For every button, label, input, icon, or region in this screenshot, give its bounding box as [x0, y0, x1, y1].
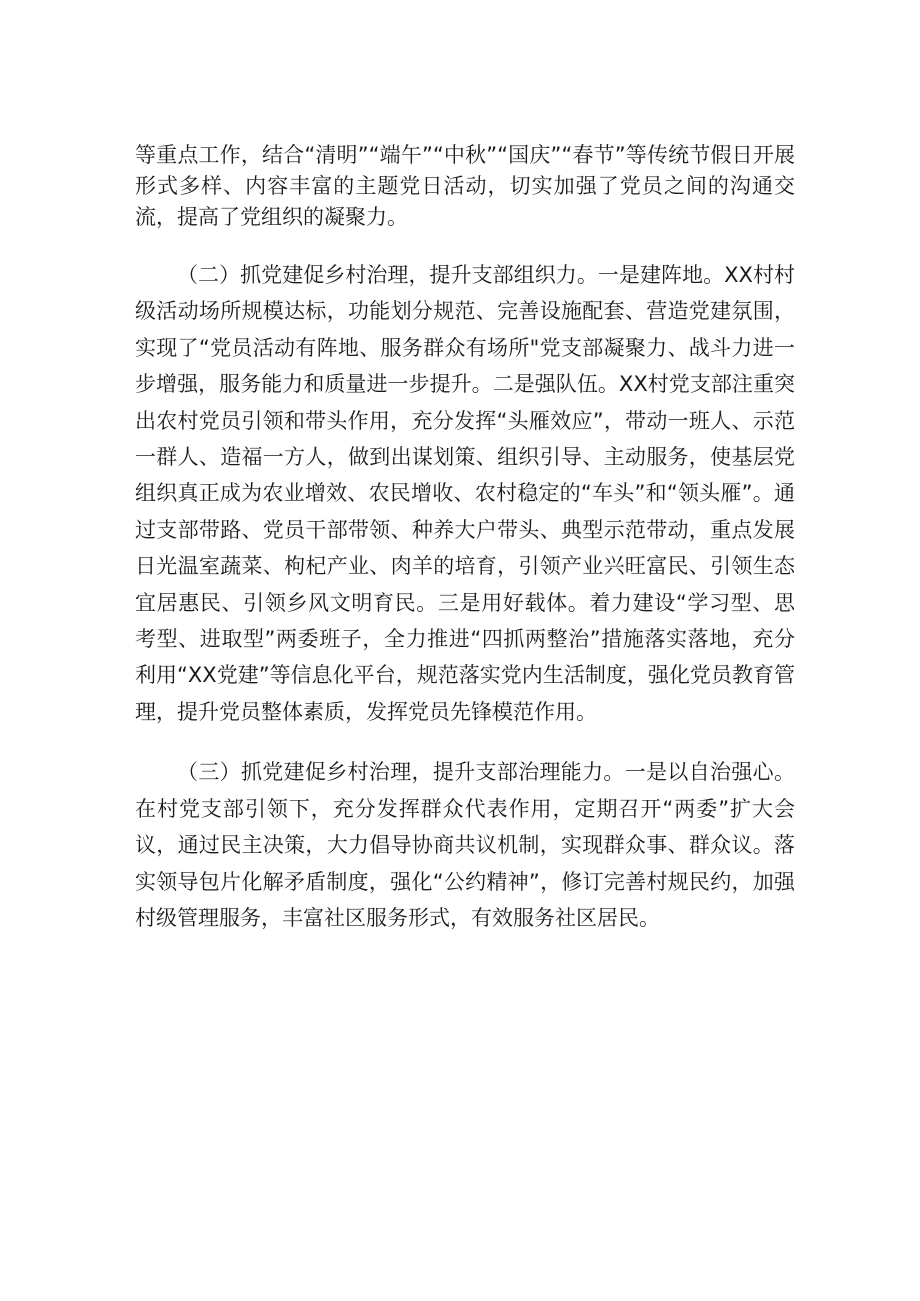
document-body: [135, 140, 795, 936]
paragraph-section-three: （三）抓党建促乡村治理，提升支部治理能力。一是以自治强心。在村党支部引领下，充分发挥群众代表作用，定期召开“两委”扩大会议，通过民主决策，大力倡导协商共议机制，实现群众事、群众议。落实领导包片化解矛盾制度，强化“公约精神”，修订完善村规民约，加强村级管理服务，丰富社区服务形式，有效服务社区居民。: [135, 760, 795, 930]
paragraph-section-two: （二）抓党建促乡村治理，提升支部组织力。一是建阵地。XX村村级活动场所规模达标，功能划分规范、完善设施配套、营造党建氛围，实现了“党员活动有阵地、服务群众有场所"党支部凝聚力、战斗力进一步增强，服务能力和质量进一步提升。二是强队伍。XX村党支部注重突出农村党员引领和带头作用，充分发挥“头雁效应”，带动一班人、示范一群人、造福一方人，做到出谋划策、组织引导、主动服务，使基层党组织真正成为农业增效、农民增收、农村稳定的“车头”和“领头雁”。通过支部带路、党员干部带领、种养大户带头、典型示范带动，重点发展日光温室蔬菜、枸杞产业、肉羊的培育，引领产业兴旺富民、引领生态宜居惠民、引领乡风文明育民。三是用好载体。着力建设“学习型、思考型、进取型”两委班子，全力推进“四抓两整治”措施落实落地，充分利用“XX党建”等信息化平台，规范落实党内生活制度，强化党员教育管理，提升党员整体素质，发挥党员先锋模范作用。: [135, 263, 795, 724]
paragraph-continuation: 等重点工作，结合“清明”“端午”“中秋”“国庆”“春节”等传统节假日开展形式多样、内容丰富的主题党日活动，切实加强了党员之间的沟通交流，提高了党组织的凝聚力。: [135, 143, 795, 229]
